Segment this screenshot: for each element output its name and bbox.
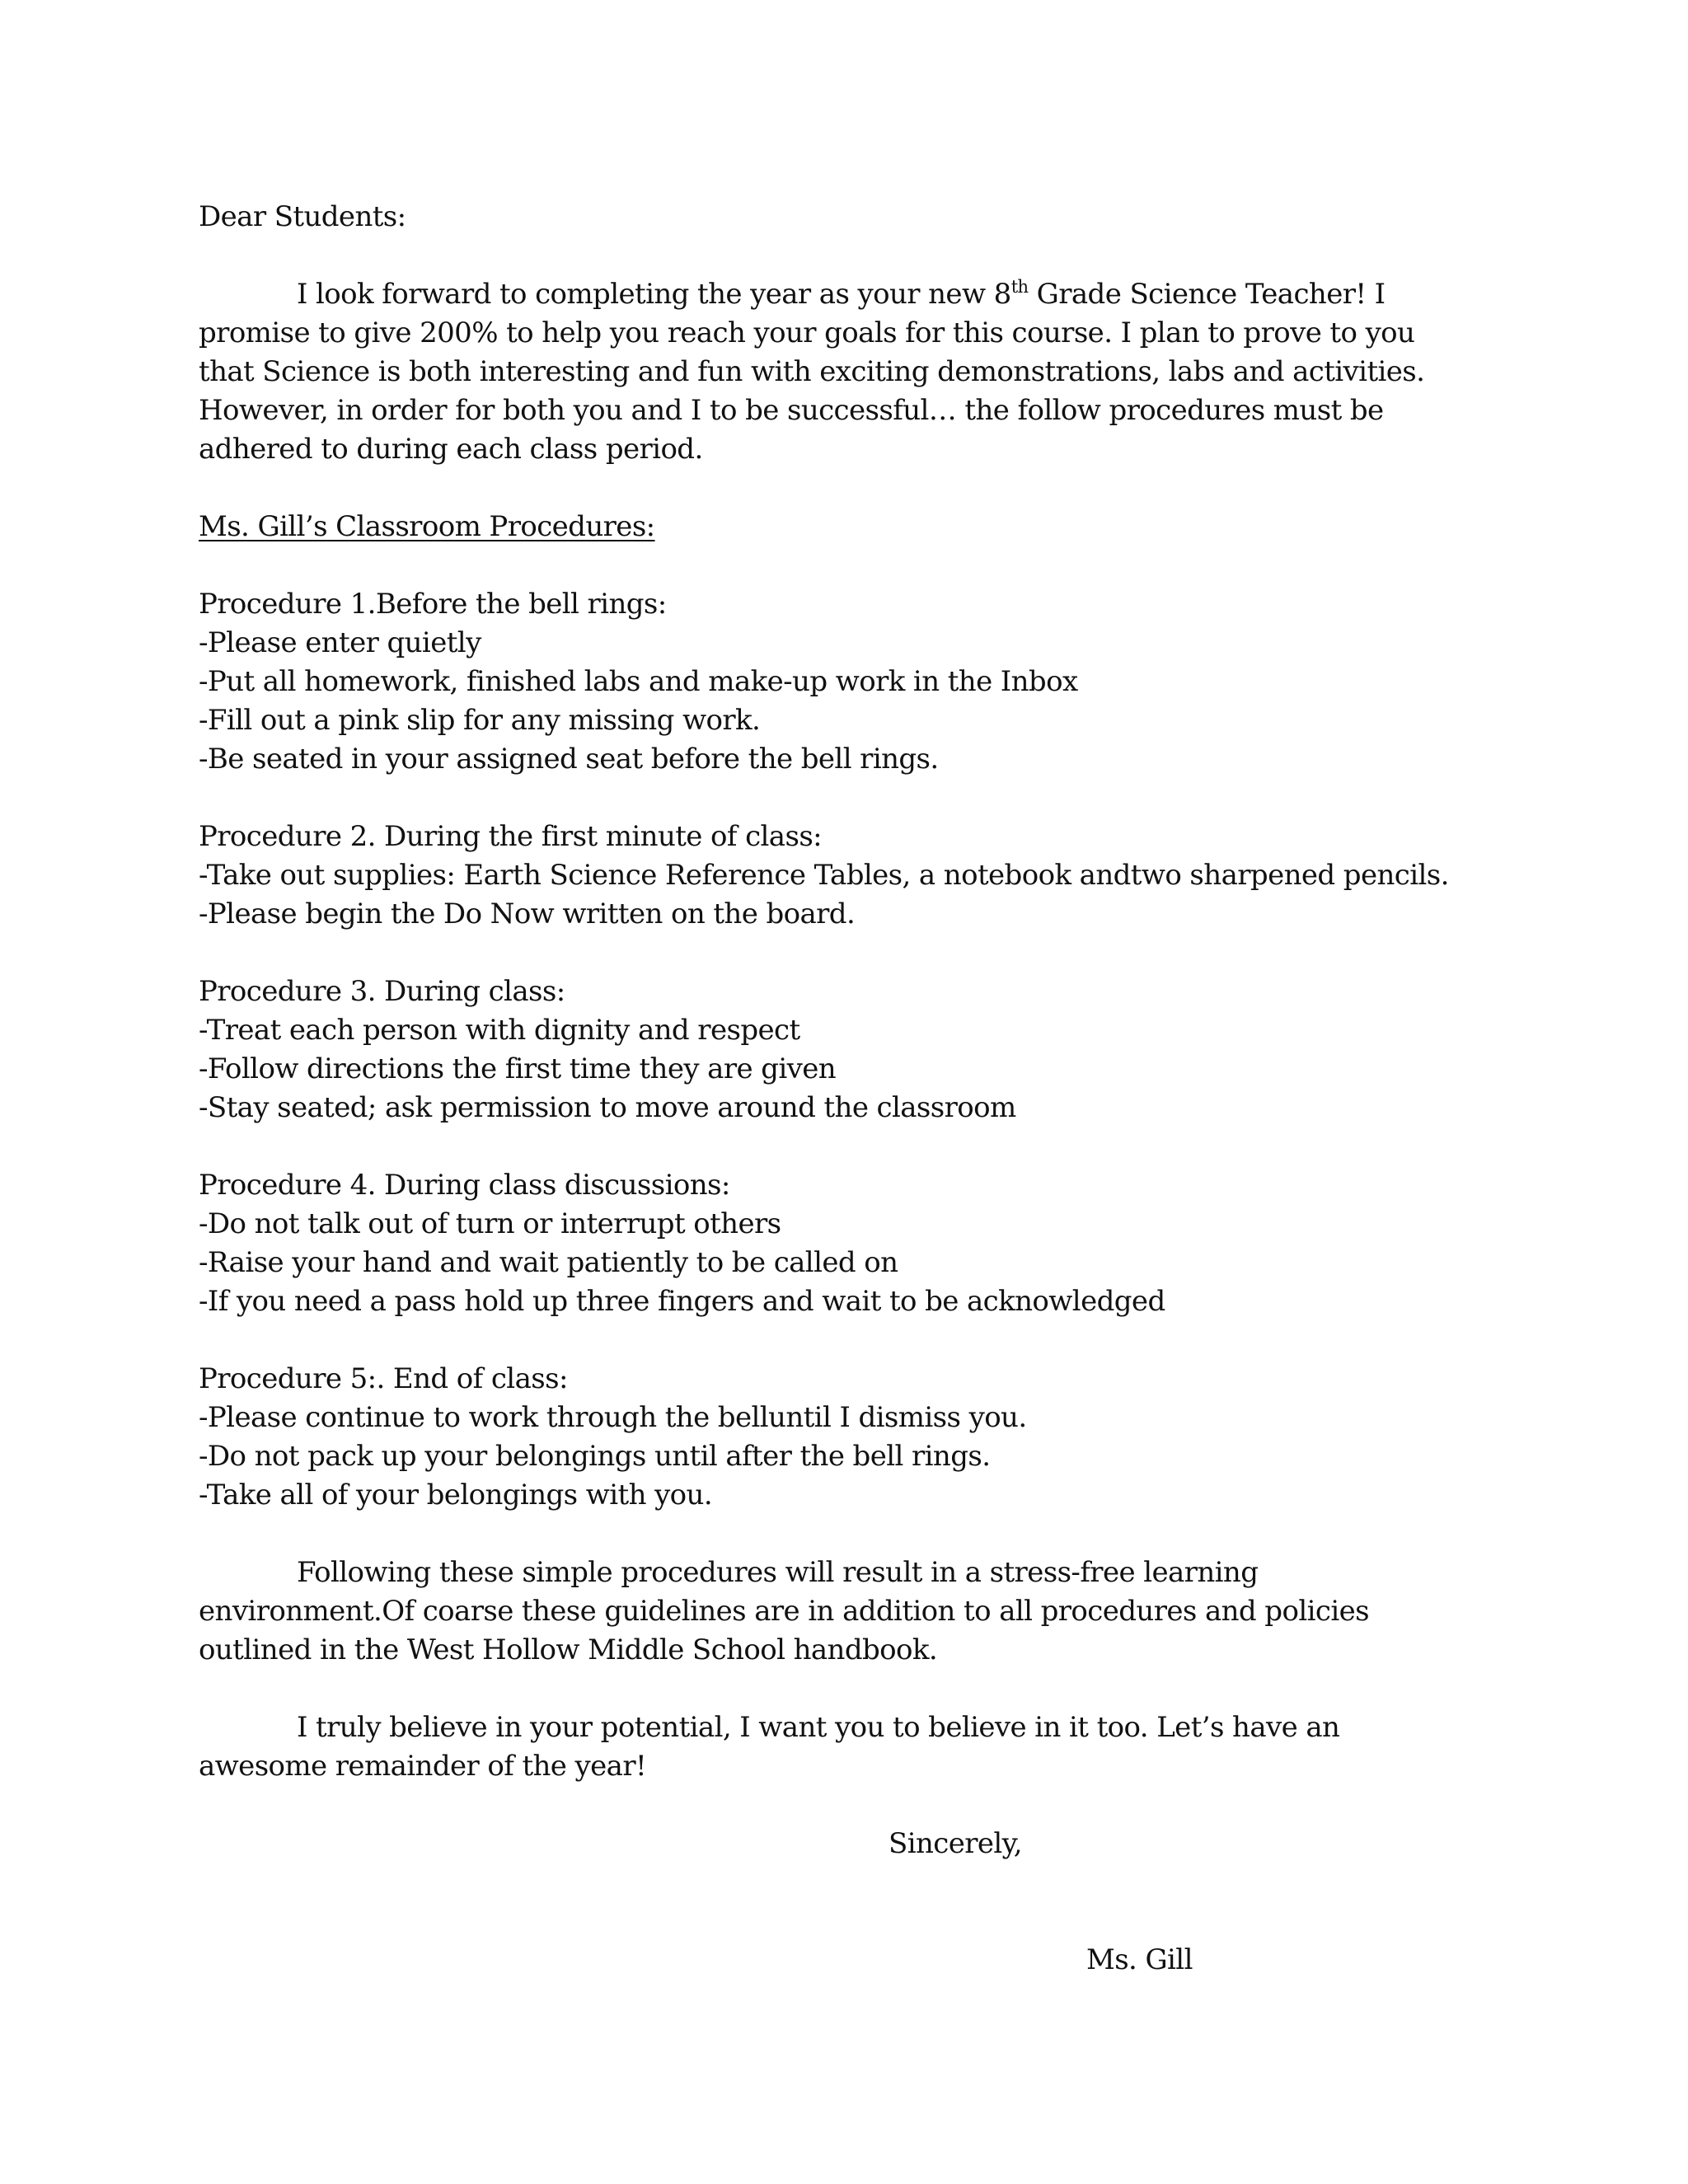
salutation: Dear Students:	[199, 200, 406, 233]
procedure-item: -Raise your hand and wait patiently to be called on	[199, 1246, 898, 1279]
intro-line: promise to give 200% to help you reach your goals for this course. I plan to prove to you	[199, 316, 1415, 349]
intro-text: Grade Science Teacher! I	[1028, 278, 1386, 311]
closing-paragraph-line: Following these simple procedures will result in a stress-free learning	[297, 1556, 1259, 1589]
intro-line: However, in order for both you and I to be successful… the follow procedures must be	[199, 394, 1384, 427]
procedure-item: -If you need a pass hold up three fingers and wait to be acknowledged	[199, 1285, 1165, 1318]
procedure-item: -Stay seated; ask permission to move around the classroom	[199, 1091, 1016, 1124]
procedure-item: -Fill out a pink slip for any missing work.	[199, 704, 761, 737]
procedure-item: -Do not pack up your belongings until after the bell rings.	[199, 1440, 991, 1473]
procedures-heading: Ms. Gill’s Classroom Procedures:	[199, 510, 655, 543]
procedure-item: -Do not talk out of turn or interrupt others	[199, 1207, 781, 1240]
final-paragraph-line: I truly believe in your potential, I want you to believe in it too. Let’s have an	[297, 1711, 1340, 1744]
procedure-item: -Take all of your belongings with you.	[199, 1479, 713, 1511]
procedure-item: -Please continue to work through the belluntil I dismiss you.	[199, 1401, 1027, 1434]
procedure-item: -Be seated in your assigned seat before the bell rings.	[199, 743, 939, 776]
signoff: Sincerely,	[889, 1827, 1022, 1860]
intro-text: I look forward to completing the year as your new 8	[297, 278, 1011, 311]
procedure-item: -Follow directions the first time they are given	[199, 1052, 837, 1085]
procedure-item: -Treat each person with dignity and respect	[199, 1014, 800, 1047]
ordinal-suffix: th	[1010, 277, 1029, 297]
procedure-title: Procedure 3. During class:	[199, 975, 565, 1008]
intro-line: that Science is both interesting and fun with exciting demonstrations, labs and activities.	[199, 355, 1425, 388]
procedure-item: -Put all homework, finished labs and make-up work in the Inbox	[199, 665, 1078, 698]
intro-line	[297, 275, 1386, 314]
intro-line: adhered to during each class period.	[199, 433, 703, 466]
procedure-item: -Please begin the Do Now written on the board.	[199, 898, 856, 930]
signature: Ms. Gill	[1086, 1943, 1193, 1976]
procedure-item: -Please enter quietly	[199, 626, 481, 659]
procedure-title: Procedure 2. During the first minute of class:	[199, 820, 823, 853]
closing-paragraph-line: outlined in the West Hollow Middle School handbook.	[199, 1633, 938, 1666]
procedure-item: -Take out supplies: Earth Science Reference Tables, a notebook andtwo sharpened pencils.	[199, 859, 1449, 892]
final-paragraph-line: awesome remainder of the year!	[199, 1750, 647, 1783]
closing-paragraph-line: environment.Of coarse these guidelines are in addition to all procedures and policies	[199, 1595, 1369, 1628]
procedure-title: Procedure 1.Before the bell rings:	[199, 588, 667, 621]
procedure-title: Procedure 5:. End of class:	[199, 1362, 568, 1395]
procedure-title: Procedure 4. During class discussions:	[199, 1169, 730, 1202]
